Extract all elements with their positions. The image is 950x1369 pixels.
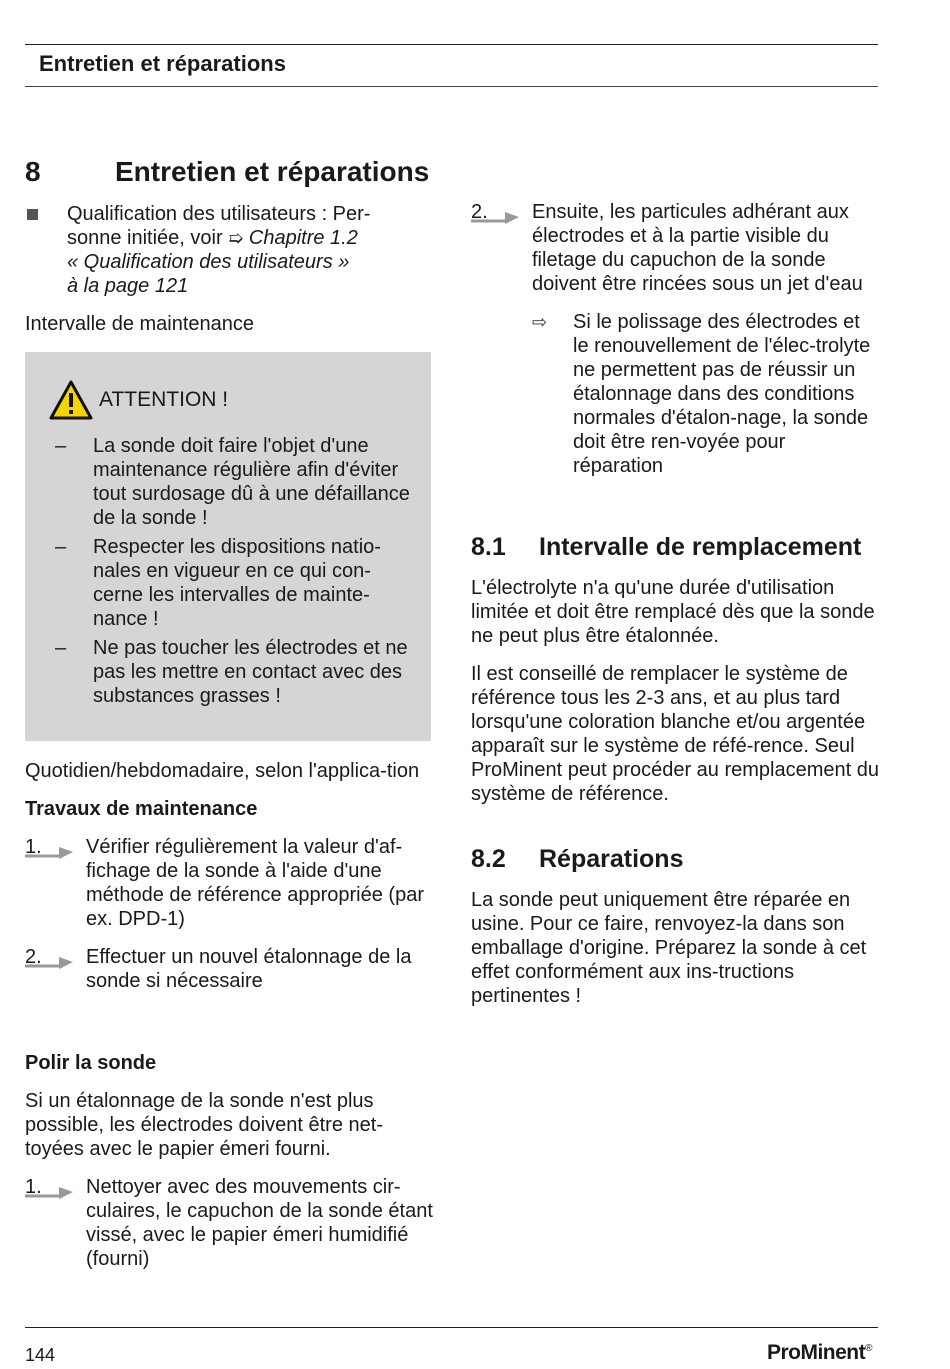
header-title: Entretien et réparations — [39, 51, 286, 76]
warning-item: – Respecter les dispositions natio-nales en vigueur en ce qui con-cerne les intervalles de mainte-nance ! — [55, 536, 381, 630]
section-paragraph: L'électrolyte n'a qu'une durée d'utilisation limitée et doit être remplacé dès que la sonde ne peut plus être étalonnée. — [471, 577, 875, 647]
maintenance-step: 1. Vérifier régulièrement la valeur d'af-fichage de la sonde à l'aide d'une méthode de référence appropriée (par ex. DPD-1) — [25, 836, 424, 930]
warning-title-row — [49, 380, 415, 420]
page-number: 144 — [25, 1345, 56, 1365]
step-arrow-icon — [25, 953, 75, 971]
chapter-title: Entretien et réparations — [115, 156, 430, 187]
frequency-text: Quotidien/hebdomadaire, selon l'applica-tion — [25, 760, 420, 782]
hand-pointer-icon: ➯ — [228, 228, 244, 248]
section-paragraph: La sonde peut uniquement être réparée en usine. Pour ce faire, renvoyez-la dans son emballage d'origine. Préparez la sonde à cet effet conformément aux ins-tructions pertinentes ! — [471, 889, 867, 1007]
maintenance-heading: Travaux de maintenance — [25, 798, 258, 820]
chapter-heading — [25, 154, 435, 190]
qualification-text: Qualification des utilisateurs : Per-sonne initiée, voir — [67, 203, 371, 249]
chapter-number: 8 — [25, 156, 41, 187]
maintenance-step: 2. Effectuer un nouvel étalonnage de la sonde si nécessaire — [25, 946, 412, 992]
warning-triangle-icon — [49, 380, 93, 420]
warning-item: – Ne pas toucher les électrodes et ne pas les mettre en contact avec des substances grasses ! — [55, 637, 408, 707]
step-arrow-icon — [471, 208, 521, 226]
warning-item: – La sonde doit faire l'objet d'une maintenance régulière afin d'éviter tout surdosage dû à une défaillance de la sonde ! — [55, 435, 410, 529]
section-heading: 8.1 Intervalle de remplacement — [471, 533, 862, 561]
header-rule-top — [25, 44, 878, 45]
interval-heading: Intervalle de maintenance — [25, 313, 255, 335]
brand-logo: ProMinent® — [766, 1341, 872, 1364]
step-arrow-icon — [25, 1183, 75, 1201]
polish-step: 2. Ensuite, les particules adhérant aux électrodes et à la partie visible du filetage du capuchon de la sonde doivent être rincées sous un jet d'eau — [471, 201, 863, 295]
square-bullet-icon — [27, 209, 38, 220]
section-paragraph: Il est conseillé de remplacer le système de référence tous les 2-3 ans, et au plus tard lorsqu'une coloration blanche et/ou argentée apparaît sur le système de réfé-rence. Seul ProMinent peut procéder au remplacement du système de référence. — [471, 663, 880, 805]
step-arrow-icon — [25, 843, 75, 861]
left-column — [25, 154, 435, 1271]
polish-step: 1. Nettoyer avec des mouvements cir-culaires, le capuchon de la sonde étant vissé, avec le papier émeri humidifié (fourni) — [25, 1176, 433, 1270]
warning-box — [25, 352, 431, 741]
qualification-bullet — [25, 202, 435, 298]
footer-rule — [25, 1327, 878, 1328]
result-item: ⇨ Si le polissage des électrodes et le renouvellement de l'élec-trolyte ne permettent pas de réussir un étalonnage dans des conditions normales d'étalon-nage, la sonde doit être ren-voyée pour réparation — [532, 311, 871, 477]
right-column — [471, 200, 881, 1008]
polish-text: Si un étalonnage de la sonde n'est plus possible, les électrodes doivent être net-toyées avec le papier émeri fourni. — [25, 1090, 383, 1160]
chapter-link[interactable]: Chapitre 1.2 « Qualification des utilisateurs » à la page 121 — [67, 227, 358, 297]
header-rule-bottom — [25, 86, 878, 87]
warning-title: ATTENTION ! — [99, 388, 229, 411]
section-heading: 8.2 Réparations — [471, 845, 684, 873]
polish-heading: Polir la sonde — [25, 1052, 157, 1074]
result-arrow-icon: ⇨ — [532, 312, 548, 332]
